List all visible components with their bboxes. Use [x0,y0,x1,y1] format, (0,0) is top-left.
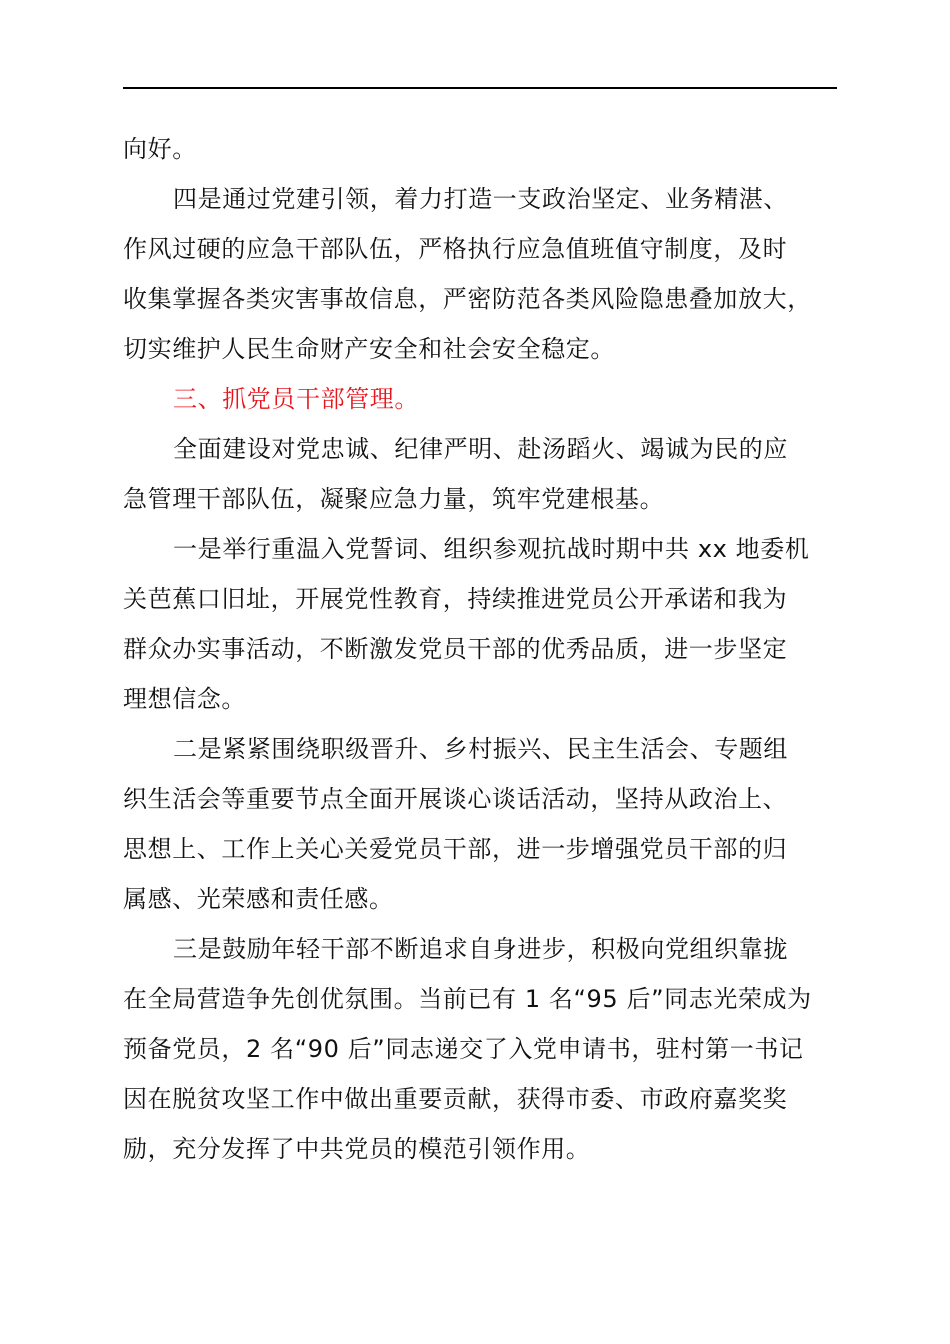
paragraph-line: 三是鼓励年轻干部不断追求自身进步，积极向党组织靠拢 [173,935,788,963]
paragraph-line: 励，充分发挥了中共党员的模范引领作用。 [123,1135,591,1163]
paragraph-line: 切实维护人民生命财产安全和社会安全稳定。 [123,335,615,363]
paragraph-line: 作风过硬的应急干部队伍，严格执行应急值班值守制度，及时 [123,235,788,263]
paragraph-line: 群众办实事活动，不断激发党员干部的优秀品质，进一步坚定 [123,635,788,663]
paragraph-line: 收集掌握各类灾害事故信息，严密防范各类风险隐患叠加放大， [123,285,812,313]
header-rule [123,87,837,89]
paragraph-line: 理想信念。 [123,685,246,713]
paragraph-line: 关芭蕉口旧址，开展党性教育，持续推进党员公开承诺和我为 [123,585,788,613]
paragraph-line: 四是通过党建引领，着力打造一支政治坚定、业务精湛、 [173,185,788,213]
paragraph-line: 因在脱贫攻坚工作中做出重要贡献，获得市委、市政府嘉奖奖 [123,1085,788,1113]
paragraph-line: 织生活会等重要节点全面开展谈心谈话活动，坚持从政治上、 [123,785,788,813]
document-body [123,124,863,1174]
paragraph-line: 全面建设对党忠诚、纪律严明、赴汤蹈火、竭诚为民的应 [173,435,788,463]
paragraph-line: 预备党员，2 名“90 后”同志递交了入党申请书，驻村第一书记 [123,1035,804,1063]
paragraph-line: 急管理干部队伍，凝聚应急力量，筑牢党建根基。 [123,485,665,513]
paragraph-line: 二是紧紧围绕职级晋升、乡村振兴、民主生活会、专题组 [173,735,788,763]
paragraph-line: 一是举行重温入党誓词、组织参观抗战时期中共 xx 地委机 [173,535,810,563]
section-heading: 三、抓党员干部管理。 [173,385,419,413]
paragraph-line: 思想上、工作上关心关爱党员干部，进一步增强党员干部的归 [123,835,788,863]
paragraph-line: 向好。 [123,135,197,163]
paragraph-line: 属感、光荣感和责任感。 [123,885,394,913]
paragraph-line: 在全局营造争先创优氛围。当前已有 1 名“95 后”同志光荣成为 [123,985,812,1013]
